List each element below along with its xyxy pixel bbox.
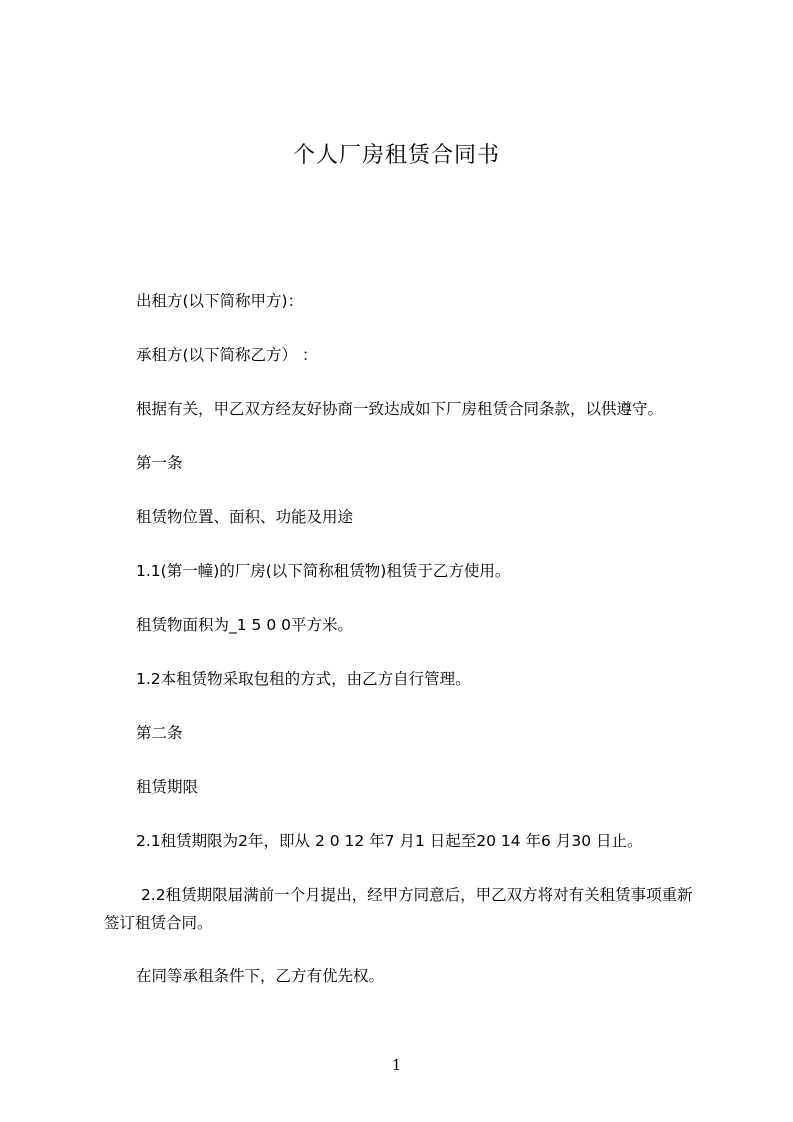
lessee-line: 承租方(以下简称乙方） ： xyxy=(136,346,318,364)
article-1-heading: 第一条 xyxy=(136,454,183,472)
clause-2-1: 2.1租赁期限为2年，即从 2 0 12 年7 月1 日起至20 14 年6 月30 日止。 xyxy=(136,832,643,850)
document-title: 个人厂房租赁合同书 xyxy=(292,143,500,168)
clause-2-2: 2.2租赁期限届满前一个月提出，经甲方同意后，甲乙双方将对有关租赁事项重新签订租赁合同。 xyxy=(104,886,693,932)
area-line: 租赁物面积为_1 5 0 0平方米。 xyxy=(136,616,353,634)
priority-line: 在同等承租条件下，乙方有优先权。 xyxy=(136,967,385,985)
article-1-subject: 租赁物位置、面积、功能及用途 xyxy=(136,508,354,526)
preamble-paragraph: 根据有关，甲乙双方经友好协商一致达成如下厂房租赁合同条款，以供遵守。 xyxy=(136,400,664,418)
lessor-line: 出租方(以下简称甲方)： xyxy=(136,292,304,310)
clause-1-1: 1.1(第一幢)的厂房(以下简称租赁物)租赁于乙方使用。 xyxy=(136,562,511,580)
clause-1-2: 1.2本租赁物采取包租的方式，由乙方自行管理。 xyxy=(136,670,471,688)
page-number: 1 xyxy=(391,1056,402,1074)
article-2-subject: 租赁期限 xyxy=(136,778,199,796)
article-2-heading: 第二条 xyxy=(136,724,183,742)
